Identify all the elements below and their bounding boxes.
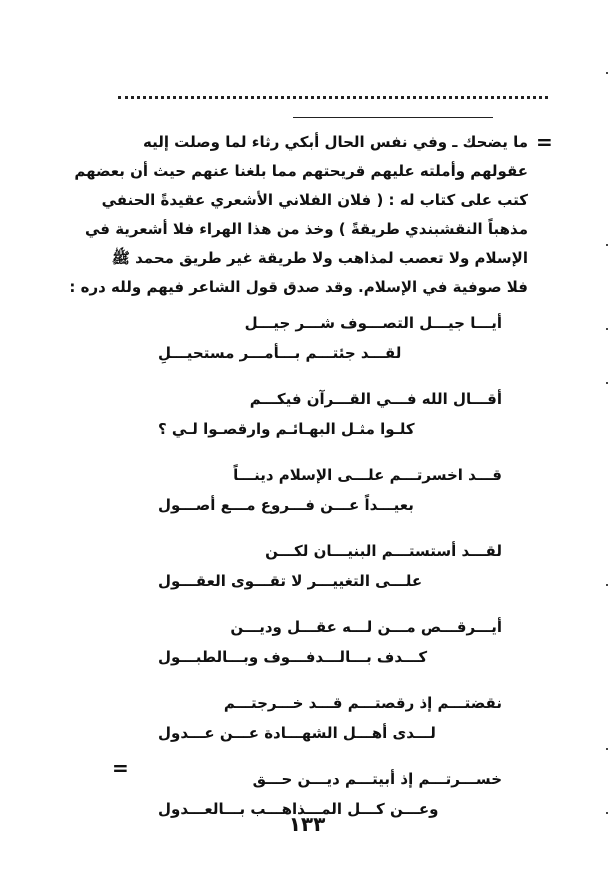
footnote-separator	[118, 96, 548, 99]
margin-mark	[606, 584, 608, 586]
poem-verse	[150, 308, 510, 368]
margin-mark	[606, 72, 608, 74]
verse-first-hemistich: نقضتـــم إذ رقصتـــم قـــد خـــرجتـــم	[223, 694, 502, 712]
verse-second-hemistich: لـــدى أهـــل الشهـــادة عـــن عـــدول	[158, 724, 436, 742]
prose-line: الإسلام ولا تعصب لمذاهب ولا طريقة غير طريق محمد ﷺ	[111, 249, 528, 267]
margin-mark	[606, 244, 608, 246]
verse-second-hemistich: كلـوا مثـل البهـائـم وارقصـوا لـي ؟	[158, 420, 415, 438]
poem-verse	[150, 688, 510, 748]
margin-mark	[606, 328, 608, 330]
verse-second-hemistich: كـــدف بـــالـــدفـــوف وبـــالطبـــول	[158, 648, 428, 666]
prose-line: ما يضحك ـ وفي نفس الحال أبكي رثاء لما وصلت إليه	[142, 133, 528, 151]
margin-mark	[606, 748, 608, 750]
prose-line: كتب على كتاب له : ( فلان الفلاني الأشعري عقيدةً الحنفي	[101, 191, 528, 209]
footnote-prose	[69, 128, 528, 302]
verse-second-hemistich: وعـــن كـــل المـــذاهـــب بـــالعـــدول	[158, 800, 439, 818]
footnote-continues-mark: =	[112, 756, 129, 780]
verse-first-hemistich: خســـرتـــم إذ أبيتـــم ديـــن حـــق	[252, 770, 502, 788]
verse-first-hemistich: لقـــد أستستـــم البنيـــان لكـــن	[265, 542, 502, 560]
poem-verse	[150, 536, 510, 596]
poem-verse	[150, 384, 510, 444]
verse-first-hemistich: أيـــرقـــص مـــن لـــه عقـــل وديـــن	[230, 618, 502, 636]
prose-line: عقولهم وأملته عليهم قريحتهم مما بلغنا عنهم حيث أن بعضهم	[74, 162, 528, 180]
prose-line: مذهباً النقشبندي طريقةً ) وخذ من هذا الهراء فلا أشعرية في	[84, 220, 528, 238]
footnote-continuation-mark: =	[536, 130, 553, 154]
verse-second-hemistich: بعيـــداً عـــن فـــروع مـــع أصـــول	[158, 496, 414, 514]
verse-second-hemistich: علـــى التغييـــر لا تقـــوى العقـــول	[158, 572, 423, 590]
poem-verse	[150, 460, 510, 520]
verse-first-hemistich: قـــد اخسرتـــم علـــى الإسلام دينـــاً	[233, 466, 502, 484]
poem	[150, 308, 510, 840]
page-number: ١٣٣	[288, 812, 326, 836]
verse-first-hemistich: أقـــال الله فـــي القـــرآن فيكـــم	[249, 390, 502, 408]
prose-line: فلا صوفية في الإسلام. وقد صدق قول الشاعر فيهم ولله دره :	[69, 278, 528, 296]
poem-verse	[150, 612, 510, 672]
verse-first-hemistich: أيـــا جيـــل التصـــوف شـــر جيـــل	[244, 314, 502, 332]
margin-mark	[606, 382, 608, 384]
verse-second-hemistich: لقـــد جئتـــم بـــأمـــر مستحيـــلِ	[158, 344, 402, 362]
